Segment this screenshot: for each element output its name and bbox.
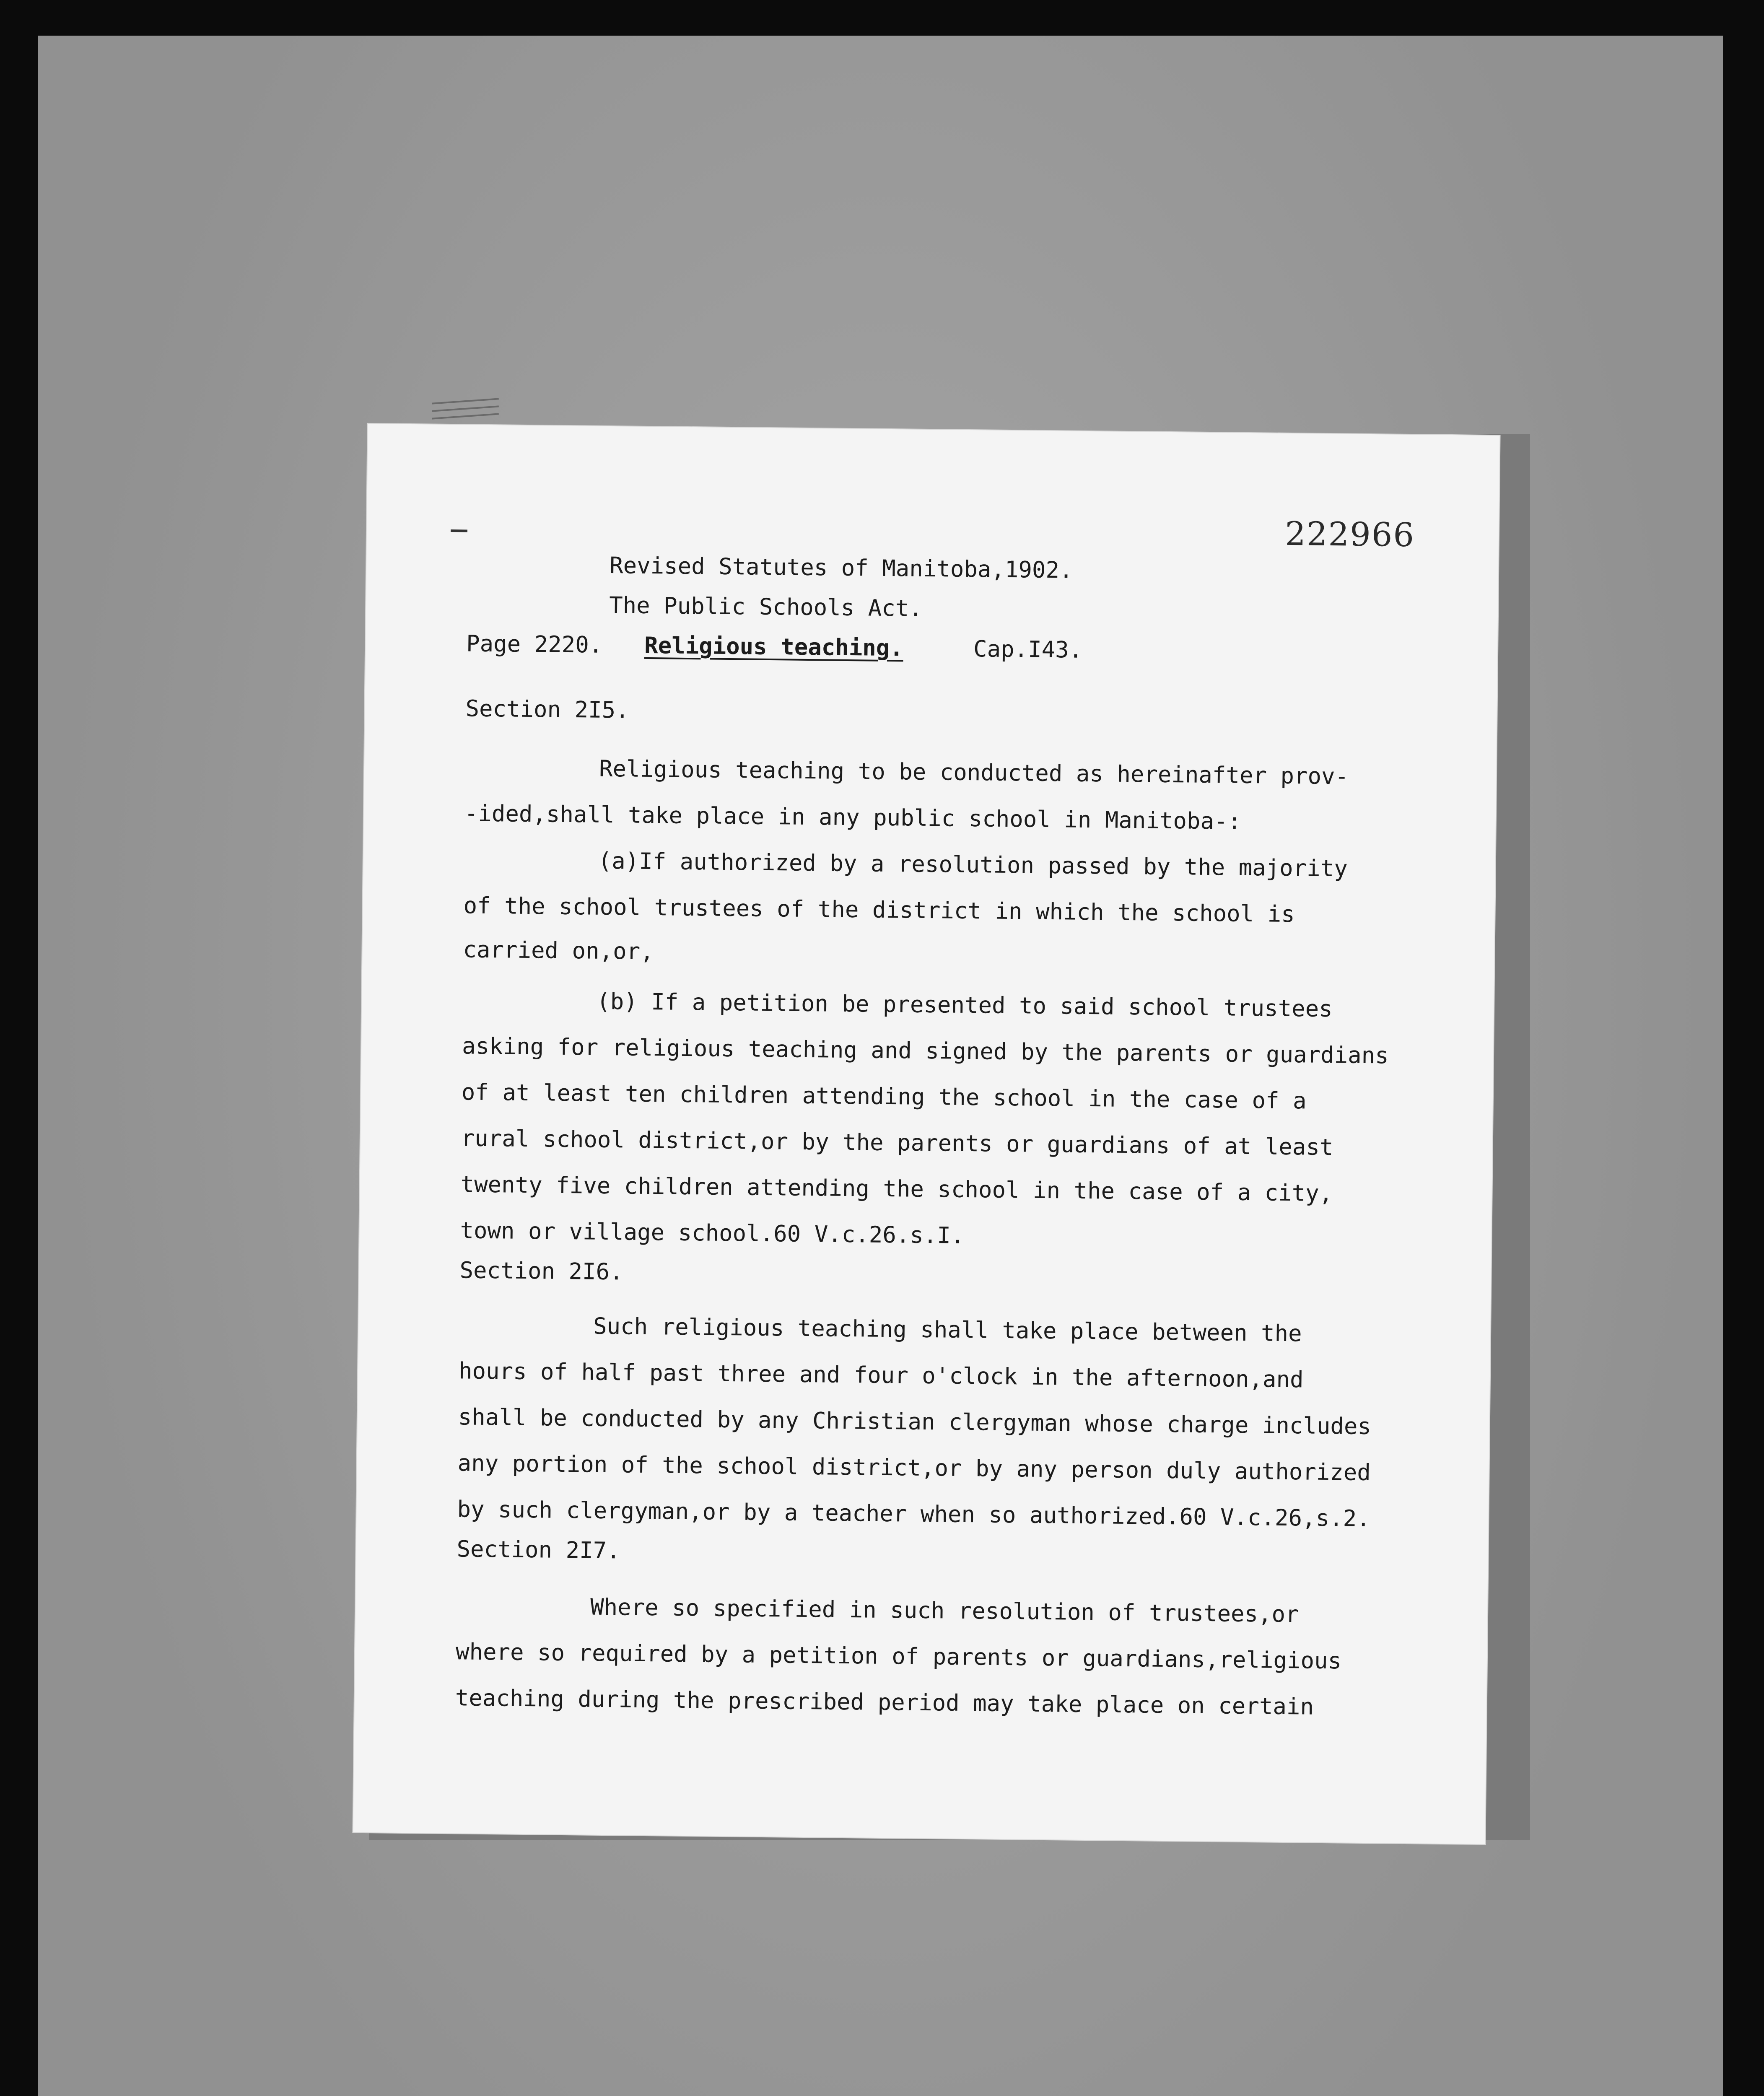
page-reference: Page 2220. [466,630,603,658]
section-line: town or village school.60 V.c.26.s.I. [460,1217,965,1249]
margin-mark [451,529,467,532]
section-line: (a)If authorized by a resolution passed by the majority [598,847,1348,882]
section-line: asking for religious teaching and signed by the parents or guardians [462,1032,1389,1069]
section-heading: Section 2I5. [465,695,630,724]
section-line: of at least ten children attending the school in the case of a [461,1079,1307,1114]
section-line: where so required by a petition of parents or guardians,religious [455,1638,1342,1674]
section-line: hours of half past three and four o'clock in the afternoon,and [458,1357,1304,1393]
section-line: Where so specified in such resolution of trustees,or [590,1593,1299,1628]
chapter-reference: Cap.I43. [973,636,1083,663]
section-line: by such clergyman,or by a teacher when so authorized.60 V.c.26,s.2. [457,1496,1371,1532]
document-page [353,424,1499,1844]
section-line: of the school trustees of the district in which the school is [463,892,1295,928]
section-line: teaching during the prescribed period may take place on certain [455,1684,1314,1720]
section-line: rural school district,or by the parents or guardians of at least [461,1125,1333,1161]
subject-heading: Religious teaching. [644,632,904,661]
section-line: twenty five children attending the school in the case of a city, [460,1171,1333,1207]
section-heading: Section 2I7. [457,1536,621,1564]
section-line: carried on,or, [463,936,654,965]
act-title: The Public Schools Act. [609,592,923,622]
section-line: -ided,shall take place in any public school in Manitoba-: [464,800,1242,835]
section-line: Such religious teaching shall take place between the [593,1313,1302,1347]
section-heading: Section 2I6. [459,1257,623,1285]
statute-title: Revised Statutes of Manitoba,1902. [609,552,1073,584]
section-line: shall be conducted by any Christian clergyman whose charge includes [458,1403,1372,1440]
section-line: (b) If a petition be presented to said school trustees [596,988,1333,1022]
section-line: Religious teaching to be conducted as hereinafter prov- [599,755,1349,790]
section-line: any portion of the school district,or by any person duly authorized [457,1450,1371,1486]
document-number: 222966 [1284,515,1415,555]
